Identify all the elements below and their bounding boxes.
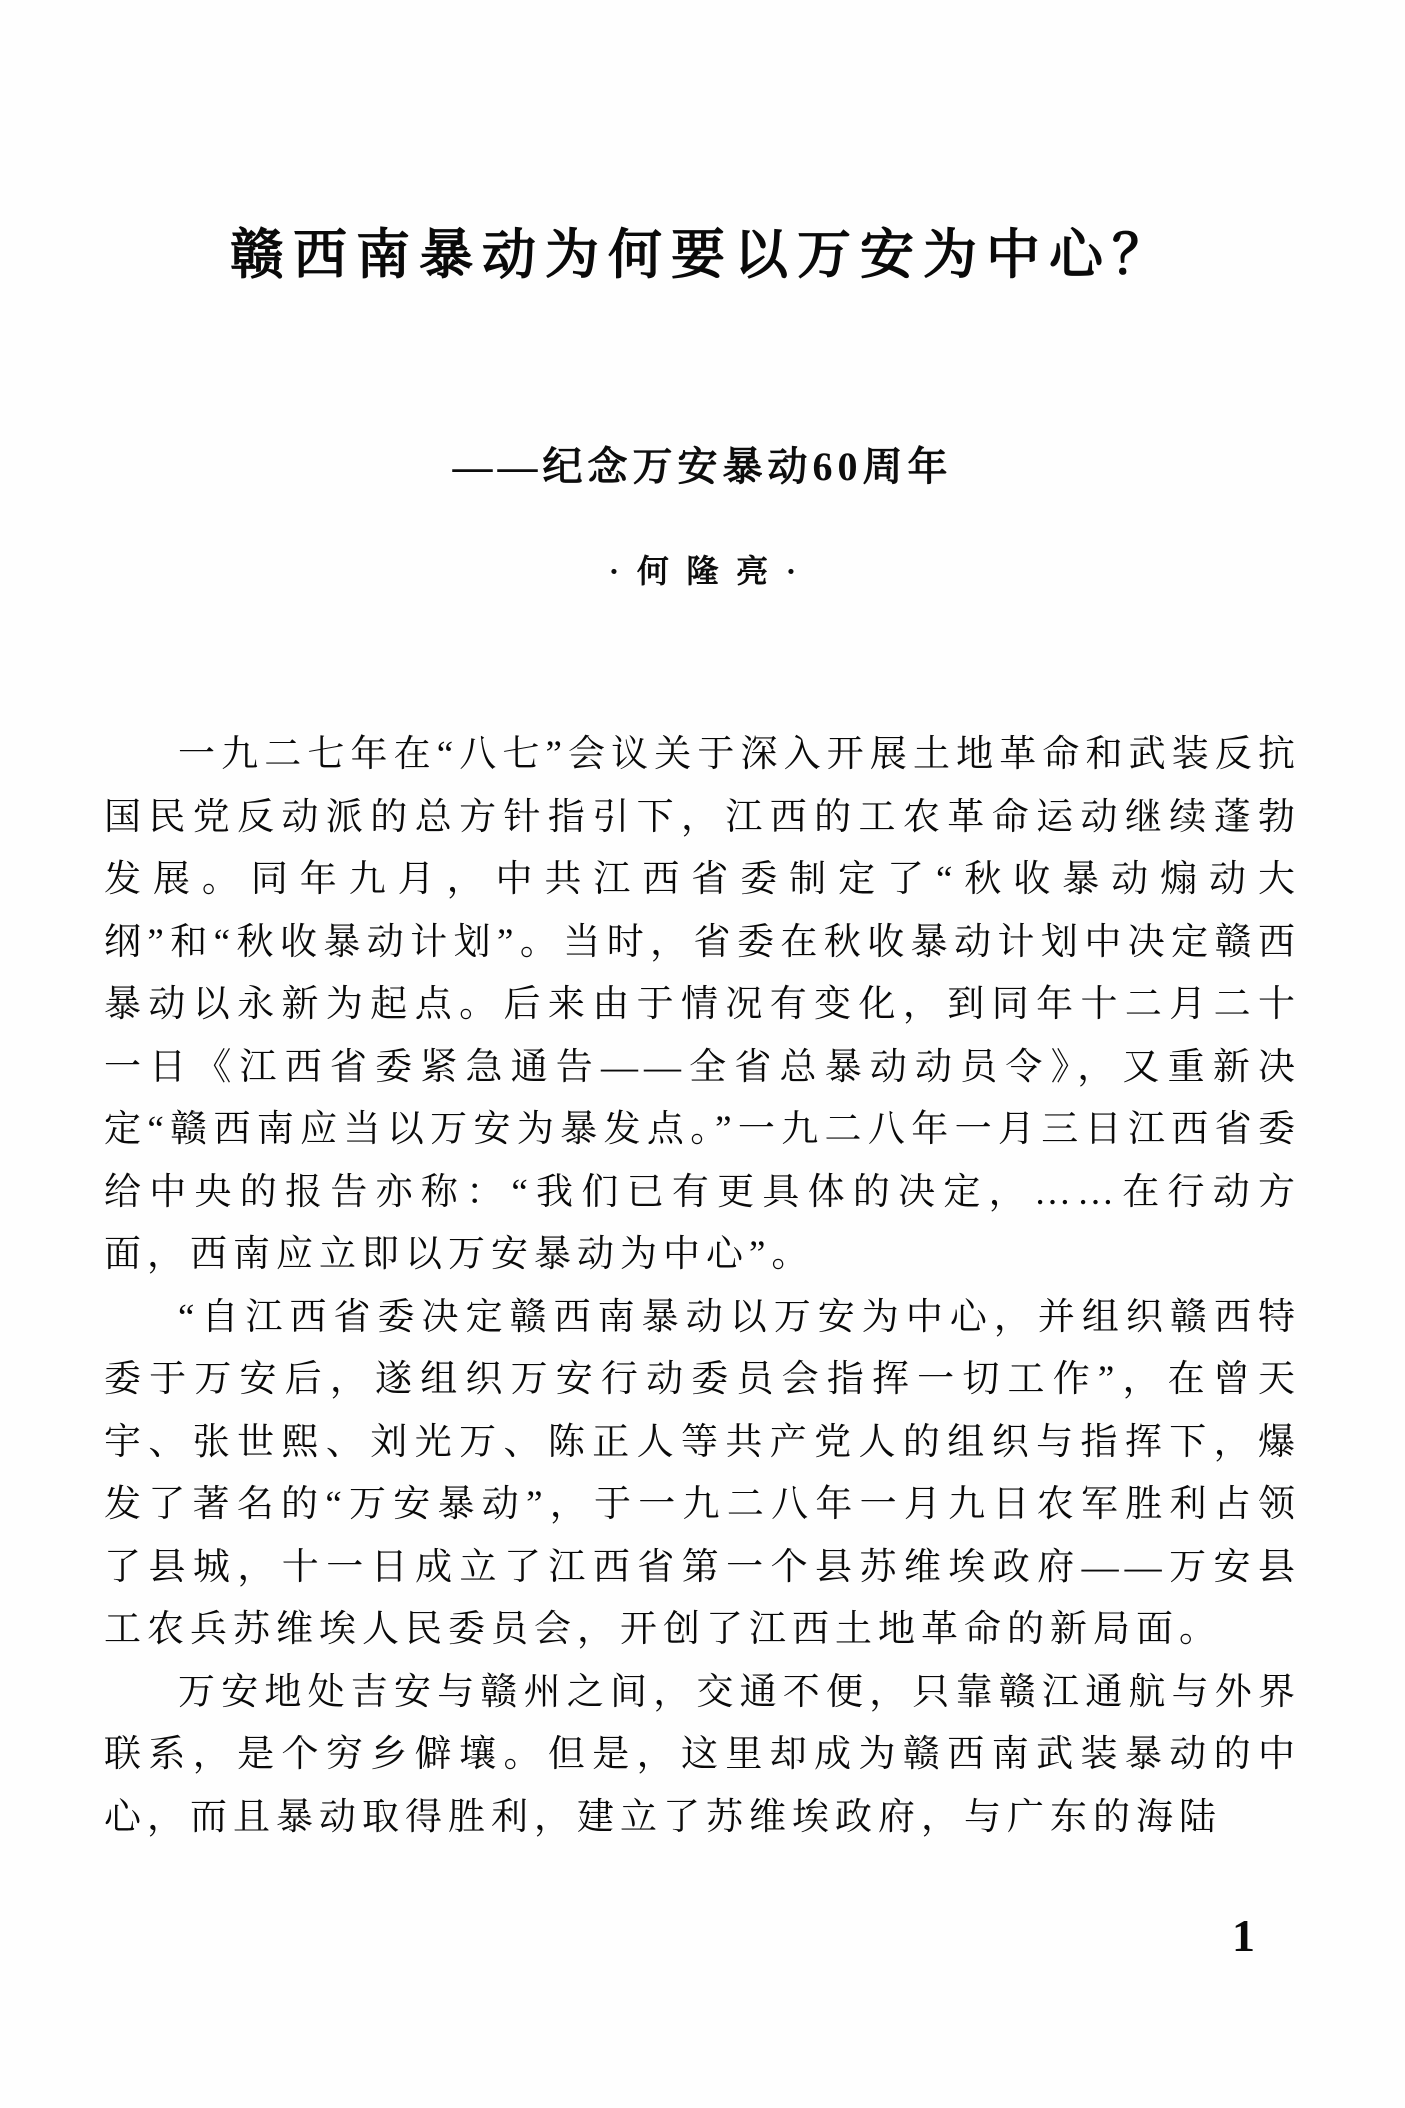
article-title: 赣西南暴动为何要以万安为中心？: [230, 225, 1175, 285]
article-author: ·何隆亮·: [608, 553, 814, 589]
article-body: [104, 724, 1301, 1849]
paragraph-1: 一九二七年在“八七”会议关于深入开展土地革命和武装反抗国民党反动派的总方针指引下，江西的工农革命运动继续蓬勃发展。同年九月，中共江西省委制定了“秋收暴动煽动大纲”和“秋收暴动计划”。当时，省委在秋收暴动计划中决定赣西暴动以永新为起点。后来由于情况有变化，到同年十二月二十一日《江西省委紧急通告——全省总暴动动员令》，又重新决定“赣西南应当以万安为暴发点。”一九二八年一月三日江西省委给中央的报告亦称：“我们已有更具体的决定，……在行动方面，西南应立即以万安暴动为中心”。: [104, 734, 1301, 1275]
article-subtitle: ——纪念万安暴动60周年: [452, 444, 953, 489]
paragraph-2: “自江西省委决定赣西南暴动以万安为中心，并组织赣西特委于万安后，遂组织万安行动委员会指挥一切工作”，在曾天宇、张世熙、刘光万、陈正人等共产党人的组织与指挥下，爆发了著名的“万安暴动”，于一九二八年一月九日农军胜利占领了县城，十一日成立了江西省第一个县苏维埃政府——万安县工农兵苏维埃人民委员会，开创了江西土地革命的新局面。: [104, 1296, 1301, 1650]
page-number: 1: [1232, 1910, 1255, 1961]
paragraph-3: 万安地处吉安与赣州之间，交通不便，只靠赣江通航与外界联系，是个穷乡僻壤。但是，这里却成为赣西南武装暴动的中心，而且暴动取得胜利，建立了苏维埃政府，与广东的海陆: [104, 1671, 1301, 1838]
